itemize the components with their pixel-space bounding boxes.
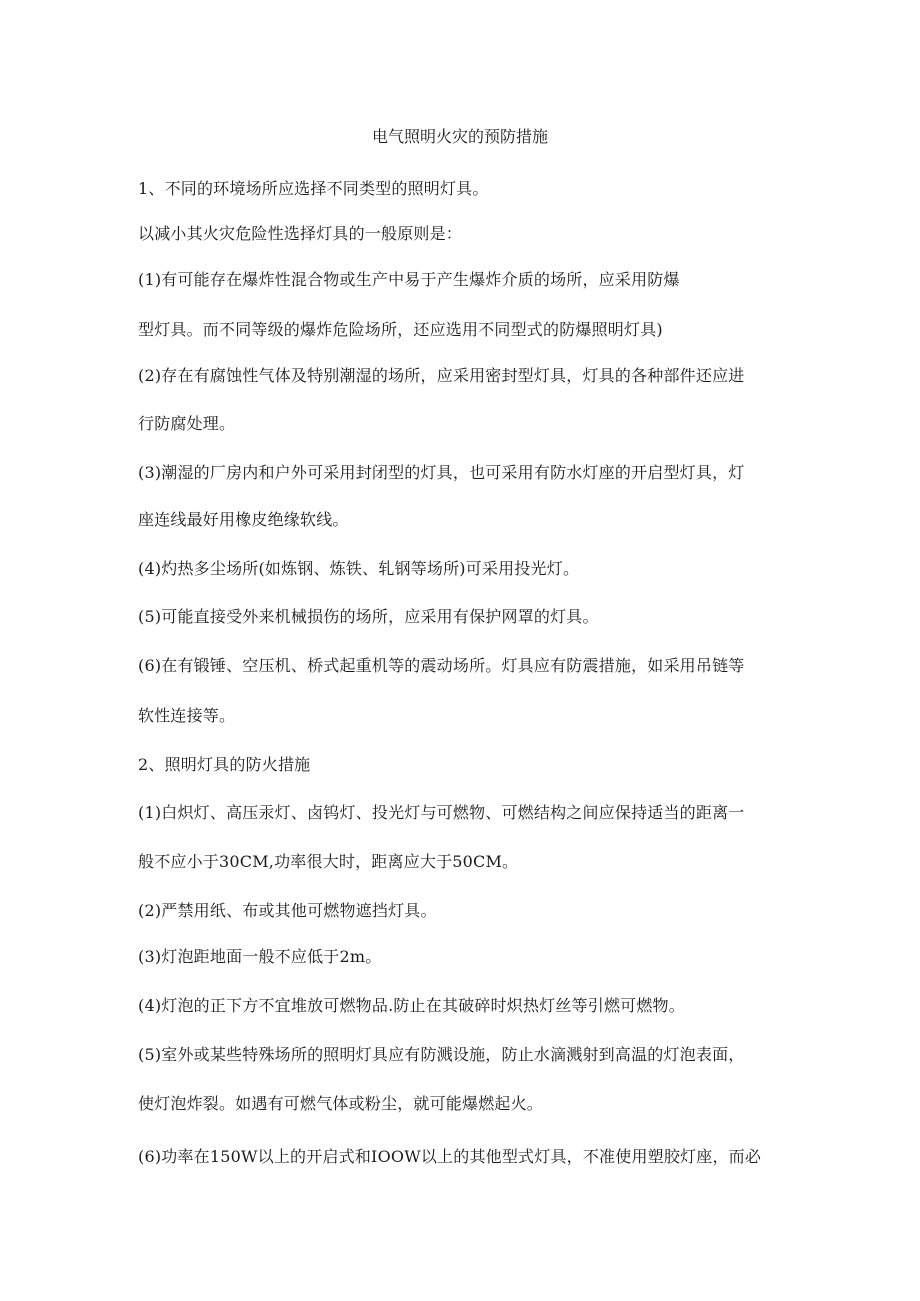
text-line: 般不应小于30CM,功率很大时，距离应大于50CM。	[138, 852, 519, 871]
text-line: (3)潮湿的厂房内和户外可采用封闭型的灯具，也可采用有防水灯座的开启型灯具，灯	[138, 463, 745, 482]
text-line: 1、不同的环境场所应选择不同类型的照明灯具。	[138, 179, 489, 198]
text-line: 行防腐处理。	[138, 414, 236, 433]
text-line: 软性连接等。	[138, 706, 236, 725]
text-line: 2、照明灯具的防火措施	[138, 755, 311, 774]
text-line: (3)灯泡距地面一般不应低于2m。	[138, 947, 382, 966]
text-line: (5)室外或某些特殊场所的照明灯具应有防溅设施，防止水滴溅射到高温的灯泡表面，	[138, 1045, 745, 1064]
text-line: (4)灼热多尘场所(如炼钢、炼铁、轧钢等场所)可采用投光灯。	[138, 559, 580, 578]
text-line: (2)严禁用纸、布或其他可燃物遮挡灯具。	[138, 901, 437, 920]
document-title: 电气照明火灾的预防措施	[371, 127, 548, 146]
text-line: (6)功率在150W以上的开启式和IOOW以上的其他型式灯具，不准使用塑胶灯座，而必	[138, 1147, 762, 1166]
text-line: 座连线最好用橡皮绝缘软线。	[138, 510, 349, 529]
text-line: (2)存在有腐蚀性气体及特别潮湿的场所，应采用密封型灯具，灯具的各种部件还应进	[138, 366, 745, 385]
text-line: 使灯泡炸裂。如遇有可燃气体或粉尘，就可能爆燃起火。	[138, 1094, 544, 1113]
text-line: (5)可能直接受外来机械损伤的场所，应采用有保护网罩的灯具。	[138, 607, 599, 626]
text-line: (1)有可能存在爆炸性混合物或生产中易于产生爆炸介质的场所，应采用防爆	[138, 270, 680, 289]
text-line: (4)灯泡的正下方不宜堆放可燃物品.防止在其破碎时炽热灯丝等引燃可燃物。	[138, 996, 685, 1015]
text-line: 以减小其火灾危险性选择灯具的一般原则是：	[138, 224, 463, 243]
text-line: (6)在有锻锤、空压机、桥式起重机等的震动场所。灯具应有防震措施，如采用吊链等	[138, 656, 745, 675]
text-line: (1)白炽灯、高压汞灯、卤钨灯、投光灯与可燃物、可燃结构之间应保持适当的距离一	[138, 803, 745, 822]
text-line: 型灯具。而不同等级的爆炸危险场所，还应选用不同型式的防爆照明灯具)	[138, 320, 663, 339]
